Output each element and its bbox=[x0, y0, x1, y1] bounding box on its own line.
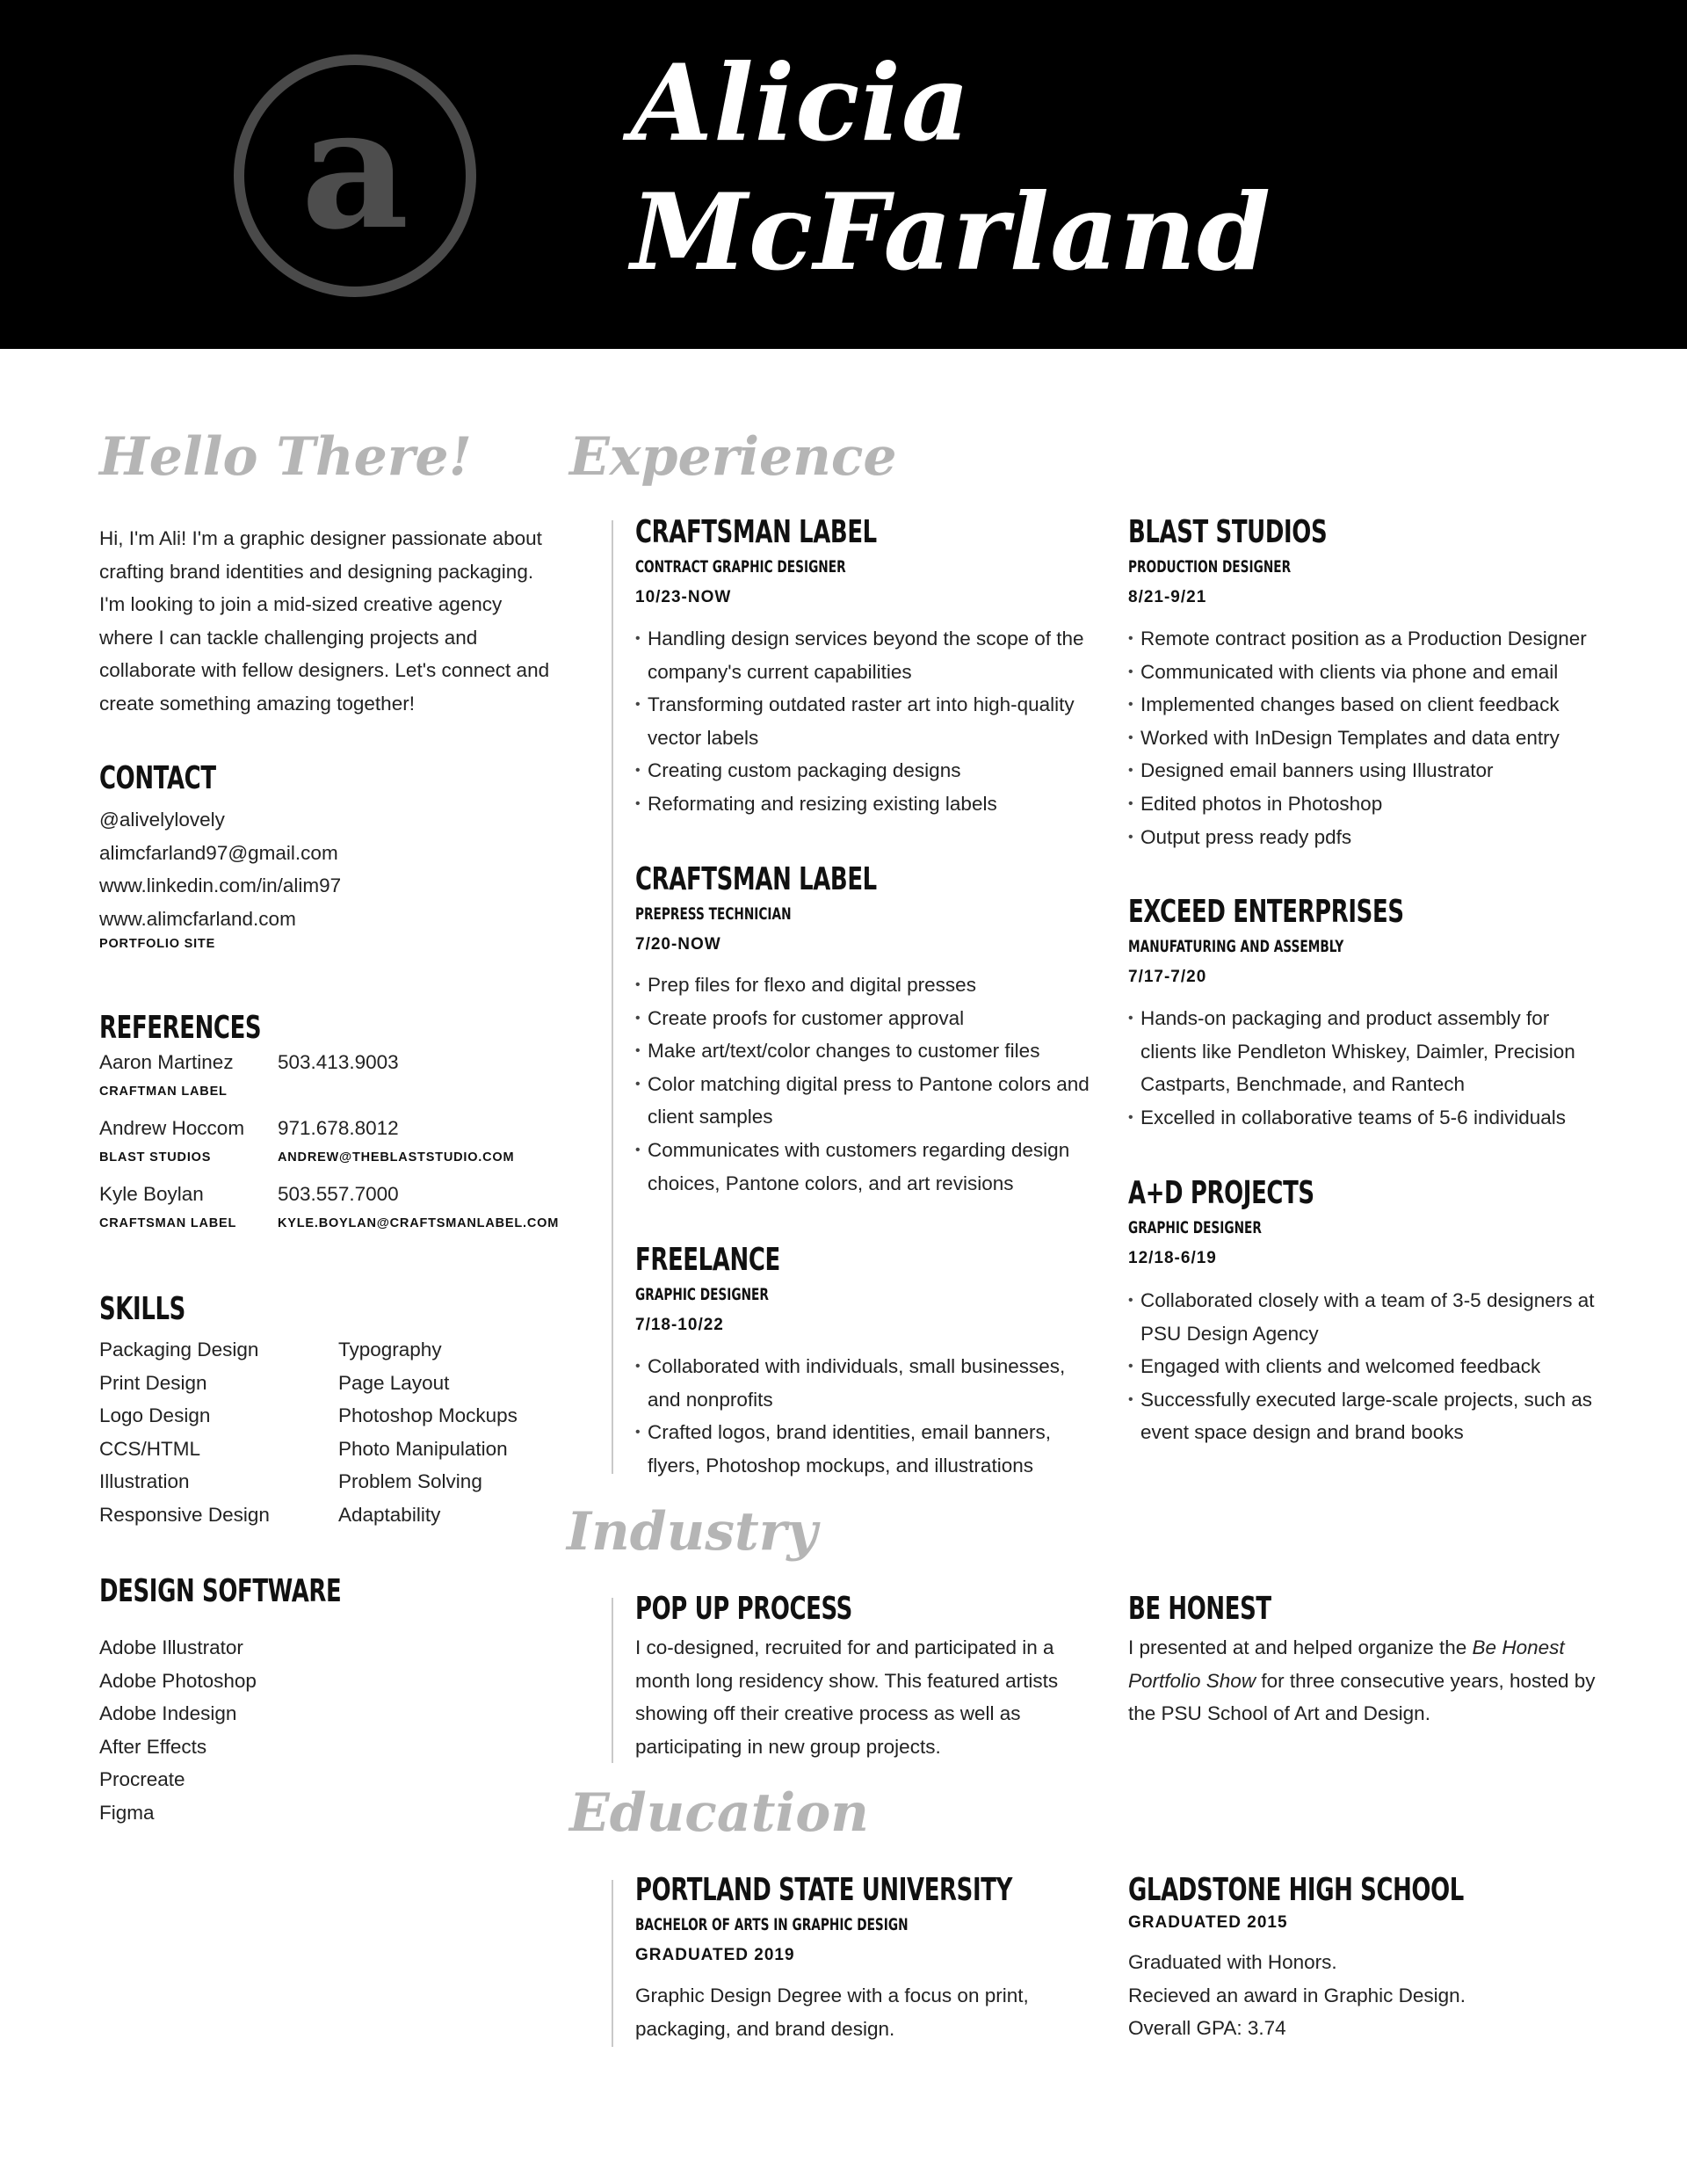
reference-company: BLAST STUDIOS bbox=[99, 1150, 212, 1165]
skill-item: Problem Solving bbox=[338, 1470, 482, 1493]
honest-text-start: I presented at and helped organize the bbox=[1128, 1636, 1473, 1658]
psu-paragraph bbox=[635, 1979, 1092, 2045]
job-bullet: • Edited photos in Photoshop bbox=[1128, 787, 1620, 821]
experience-title: Experience bbox=[569, 426, 897, 488]
honest-show-name: Be Honest Portfolio Show bbox=[1128, 1636, 1565, 1692]
reference-phone[interactable]: 503.557.7000 bbox=[278, 1183, 399, 1205]
industry-divider bbox=[612, 1598, 613, 1763]
skills-heading: SKILLS bbox=[99, 1291, 185, 1327]
reference-company: CRAFTMAN LABEL bbox=[99, 1085, 228, 1099]
job-role: PREPRESS TECHNICIAN bbox=[635, 904, 792, 924]
name-last: McFarland bbox=[631, 171, 1271, 294]
job-dates: 7/20-NOW bbox=[635, 935, 721, 954]
skill-item: Typography bbox=[338, 1339, 442, 1360]
job-bullet: • Create proofs for customer approval bbox=[635, 1002, 1092, 1035]
software-heading: DESIGN SOFTWARE bbox=[99, 1573, 342, 1609]
skill-item: Adaptability bbox=[338, 1503, 441, 1526]
reference-phone[interactable]: 971.678.8012 bbox=[278, 1117, 399, 1139]
job-company: FREELANCE bbox=[635, 1242, 780, 1278]
psu-graduated: GRADUATED 2019 bbox=[635, 1946, 795, 1964]
skill-item: Photoshop Mockups bbox=[338, 1404, 518, 1427]
job-dates: 10/23-NOW bbox=[635, 588, 732, 606]
job-company: EXCEED ENTERPRISES bbox=[1128, 894, 1404, 930]
honest-paragraph bbox=[1128, 1631, 1603, 1731]
job-bullets bbox=[635, 622, 1092, 821]
logo-letter: a bbox=[300, 70, 409, 266]
reference-email[interactable]: ANDREW@THEBLASTSTUDIO.COM bbox=[278, 1150, 515, 1165]
job-role: PRODUCTION DESIGNER bbox=[1128, 557, 1292, 577]
job-bullet: • Communicated with clients via phone and email bbox=[1128, 656, 1620, 689]
job-bullet: • Handling design services beyond the scope of the company's current capabilities bbox=[635, 622, 1092, 688]
ghs-detail: Graduated with Honors. bbox=[1128, 1951, 1337, 1973]
contact-website[interactable]: www.alimcfarland.com bbox=[99, 907, 296, 930]
job-bullet: • Color matching digital press to Pantone colors and client samples bbox=[635, 1068, 1092, 1134]
software-item: After Effects bbox=[99, 1735, 207, 1758]
job-bullet: • Prep files for flexo and digital presses bbox=[635, 969, 1092, 1002]
header-banner bbox=[0, 0, 1687, 349]
job-bullet: • Successfully executed large-scale projects, such as event space design and brand books bbox=[1128, 1383, 1603, 1449]
job-bullets bbox=[635, 969, 1092, 1200]
contact-email[interactable]: alimcfarland97@gmail.com bbox=[99, 841, 338, 864]
job-bullet: • Remote contract position as a Production Designer bbox=[1128, 622, 1620, 656]
job-bullets bbox=[1128, 1284, 1603, 1449]
job-bullet: • Engaged with clients and welcomed feedback bbox=[1128, 1350, 1603, 1383]
references-list bbox=[99, 1051, 591, 1249]
experience-divider bbox=[612, 520, 613, 1474]
job-bullet: • Collaborated with individuals, small businesses, and nonprofits bbox=[635, 1350, 1092, 1416]
intro-paragraph bbox=[99, 522, 556, 721]
job-bullet: • Hands-on packaging and product assembly for clients like Pendleton Whiskey, Daimler, Precision Castparts, Benchmade, and Rantech bbox=[1128, 1002, 1603, 1101]
skill-item: Packaging Design bbox=[99, 1339, 259, 1360]
contact-handle[interactable]: @alivelylovely bbox=[99, 809, 225, 831]
industry-title: Industry bbox=[567, 1501, 818, 1563]
popup-text: I co-designed, recruited for and participated in a month long residency show. This featured artists showing off their creative process as well as participating in new group projects. bbox=[635, 1636, 1059, 1758]
job-bullet: • Crafted logos, brand identities, email banners, flyers, Photoshop mockups, and illustrations bbox=[635, 1416, 1092, 1482]
software-item: Adobe Illustrator bbox=[99, 1636, 243, 1658]
job-bullet: • Make art/text/color changes to customer files bbox=[635, 1034, 1092, 1068]
job-role: GRAPHIC DESIGNER bbox=[635, 1285, 769, 1304]
ghs-details bbox=[1128, 1946, 1466, 2045]
job-bullet: • Communicates with customers regarding design choices, Pantone colors, and art revisions bbox=[635, 1134, 1092, 1200]
job-bullet: • Worked with InDesign Templates and data entry bbox=[1128, 722, 1620, 755]
education-divider bbox=[612, 1880, 613, 2047]
job-bullet: • Output press ready pdfs bbox=[1128, 821, 1620, 854]
job-bullet: • Collaborated closely with a team of 3-5 designers at PSU Design Agency bbox=[1128, 1284, 1603, 1350]
popup-paragraph bbox=[635, 1631, 1092, 1763]
hello-title: Hello There! bbox=[99, 426, 472, 488]
education-title: Education bbox=[569, 1782, 869, 1844]
ghs-graduated: GRADUATED 2015 bbox=[1128, 1913, 1288, 1932]
reference-phone[interactable]: 503.413.9003 bbox=[278, 1051, 399, 1073]
software-list bbox=[99, 1631, 257, 1830]
job-bullet: • Implemented changes based on client feedback bbox=[1128, 688, 1620, 722]
ghs-heading: GLADSTONE HIGH SCHOOL bbox=[1128, 1872, 1464, 1908]
job-bullet: • Creating custom packaging designs bbox=[635, 754, 1092, 787]
software-item: Adobe Photoshop bbox=[99, 1669, 257, 1692]
job-role: CONTRACT GRAPHIC DESIGNER bbox=[635, 557, 846, 577]
job-bullets bbox=[635, 1350, 1092, 1482]
job-bullet: • Excelled in collaborative teams of 5-6 individuals bbox=[1128, 1101, 1603, 1135]
job-dates: 8/21-9/21 bbox=[1128, 588, 1207, 606]
skill-item: Responsive Design bbox=[99, 1503, 270, 1526]
job-dates: 7/17-7/20 bbox=[1128, 968, 1207, 986]
reference-email[interactable]: KYLE.BOYLAN@CRAFTSMANLABEL.COM bbox=[278, 1216, 560, 1230]
job-company: CRAFTSMAN LABEL bbox=[635, 861, 877, 897]
job-bullets bbox=[1128, 1002, 1603, 1134]
honest-text-end: for three consecutive years, hosted by the PSU School of Art and Design. bbox=[1128, 1669, 1596, 1725]
software-item: Figma bbox=[99, 1801, 155, 1824]
popup-heading: POP UP PROCESS bbox=[635, 1591, 852, 1627]
reference-item bbox=[99, 1183, 591, 1249]
skill-item: Photo Manipulation bbox=[338, 1437, 508, 1460]
job-dates: 12/18-6/19 bbox=[1128, 1249, 1217, 1267]
intro-text: Hi, I'm Ali! I'm a graphic designer passionate about crafting brand identities and designing packaging. I'm looking to join a mid-sized creative agency where I can tackle challenging projects and collaborate with fellow designers. Let's connect and create something amazing together! bbox=[99, 527, 550, 715]
skills-column-2 bbox=[338, 1333, 518, 1532]
monogram-logo bbox=[230, 51, 480, 301]
reference-name: Kyle Boylan bbox=[99, 1183, 204, 1205]
job-company: CRAFTSMAN LABEL bbox=[635, 514, 877, 550]
reference-item bbox=[99, 1117, 591, 1183]
job-bullet: • Transforming outdated raster art into high-quality vector labels bbox=[635, 688, 1092, 754]
skills-column-1 bbox=[99, 1333, 270, 1532]
software-item: Adobe Indesign bbox=[99, 1702, 237, 1725]
website-label: PORTFOLIO SITE bbox=[99, 937, 216, 951]
job-bullet: • Designed email banners using Illustrator bbox=[1128, 754, 1620, 787]
job-bullet: • Reformating and resizing existing labels bbox=[635, 787, 1092, 821]
psu-heading: PORTLAND STATE UNIVERSITY bbox=[635, 1872, 1012, 1908]
ghs-detail: Recieved an award in Graphic Design. bbox=[1128, 1984, 1466, 2006]
skill-item: Print Design bbox=[99, 1371, 207, 1394]
job-bullets bbox=[1128, 622, 1620, 853]
job-dates: 7/18-10/22 bbox=[635, 1316, 724, 1334]
skill-item: Page Layout bbox=[338, 1371, 450, 1394]
references-heading: REFERENCES bbox=[99, 1010, 262, 1046]
software-item: Procreate bbox=[99, 1768, 185, 1791]
contact-heading: CONTACT bbox=[99, 760, 216, 796]
name-first: Alicia bbox=[631, 41, 971, 165]
job-role: MANUFATURING AND ASSEMBLY bbox=[1128, 937, 1344, 956]
reference-name: Andrew Hoccom bbox=[99, 1117, 245, 1139]
skill-item: Logo Design bbox=[99, 1404, 211, 1427]
ghs-detail: Overall GPA: 3.74 bbox=[1128, 2017, 1286, 2040]
reference-name: Aaron Martinez bbox=[99, 1051, 234, 1073]
job-company: BLAST STUDIOS bbox=[1128, 514, 1328, 550]
job-role: GRAPHIC DESIGNER bbox=[1128, 1218, 1262, 1237]
skill-item: Illustration bbox=[99, 1470, 190, 1493]
contact-list bbox=[99, 803, 341, 935]
skill-item: CCS/HTML bbox=[99, 1437, 201, 1460]
psu-text: Graphic Design Degree with a focus on print, packaging, and brand design. bbox=[635, 1984, 1029, 2040]
honest-heading: BE HONEST bbox=[1128, 1591, 1271, 1627]
job-company: A+D PROJECTS bbox=[1128, 1175, 1314, 1211]
reference-item bbox=[99, 1051, 591, 1117]
contact-linkedin[interactable]: www.linkedin.com/in/alim97 bbox=[99, 874, 342, 897]
psu-degree: BACHELOR OF ARTS IN GRAPHIC DESIGN bbox=[635, 1915, 909, 1934]
reference-company: CRAFTSMAN LABEL bbox=[99, 1216, 237, 1230]
